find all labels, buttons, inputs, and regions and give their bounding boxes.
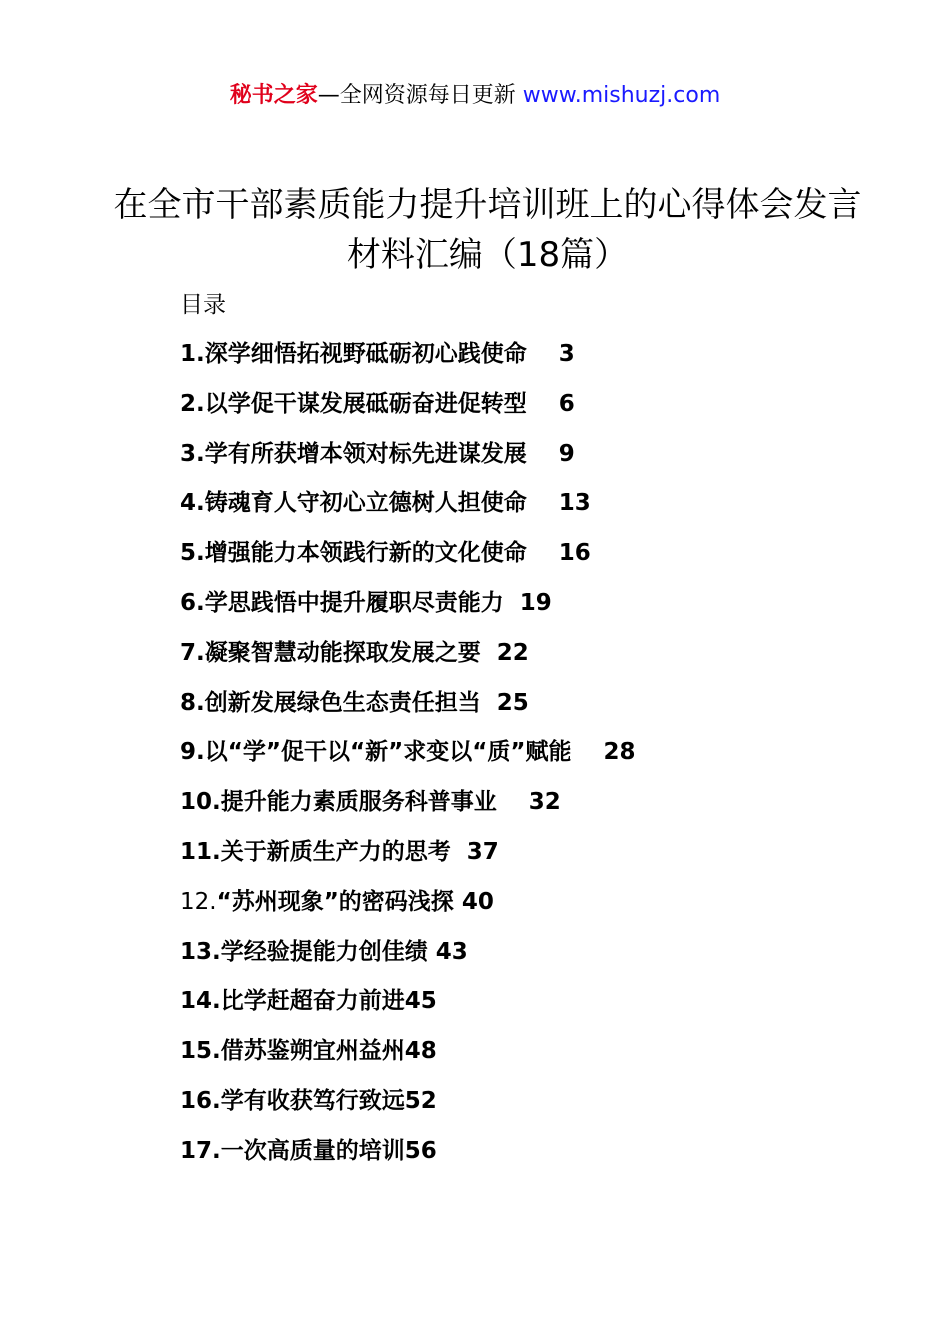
toc-item-number: 3. bbox=[180, 440, 205, 467]
toc-item-number: 4. bbox=[180, 490, 205, 517]
site-header bbox=[0, 80, 950, 112]
toc-item-title: 学思践悟中提升履职尽责能力 bbox=[204, 589, 504, 616]
toc-item-page: 45 bbox=[404, 988, 437, 1015]
toc-item-title: 比学赶超奋力前进 bbox=[220, 988, 405, 1015]
toc-item-title: 学有收获笃行致远 bbox=[220, 1087, 405, 1114]
toc-item[interactable] bbox=[180, 835, 636, 885]
toc-item-title: 凝聚智慧动能探取发展之要 bbox=[204, 639, 481, 666]
toc-item-gap bbox=[527, 540, 559, 566]
toc-item-page: 37 bbox=[466, 838, 499, 865]
toc-item[interactable] bbox=[180, 1134, 636, 1184]
toc-item-gap bbox=[481, 690, 497, 716]
toc-item-gap bbox=[527, 490, 559, 516]
toc-item[interactable] bbox=[180, 1084, 636, 1134]
toc-item-gap bbox=[497, 789, 529, 815]
toc-item-page: 25 bbox=[496, 689, 529, 716]
toc-item-gap bbox=[527, 341, 559, 367]
toc-item-number: 8. bbox=[180, 689, 205, 716]
toc-item-page: 52 bbox=[404, 1087, 437, 1114]
toc-item-number: 5. bbox=[180, 540, 205, 567]
toc-item-title: 以“学”促干以“新”求变以“质”赋能 bbox=[204, 739, 572, 766]
toc-item-number: 17. bbox=[180, 1137, 221, 1164]
toc-item-gap bbox=[527, 441, 559, 467]
toc-item[interactable] bbox=[180, 1034, 636, 1084]
toc-item-number: 14. bbox=[180, 988, 221, 1015]
toc-item-title: 铸魂育人守初心立德树人担使命 bbox=[204, 490, 527, 517]
toc-item-page: 56 bbox=[404, 1137, 437, 1164]
toc-item-gap bbox=[454, 889, 462, 915]
toc-item-gap bbox=[451, 839, 467, 865]
toc-item-title: 关于新质生产力的思考 bbox=[220, 838, 451, 865]
toc-item[interactable] bbox=[180, 735, 636, 785]
toc-item[interactable] bbox=[180, 486, 636, 536]
toc-item[interactable] bbox=[180, 636, 636, 686]
toc-item-title: 深学细悟拓视野砥砺初心践使命 bbox=[204, 341, 527, 367]
toc-item-title: 学经验提能力创佳绩 bbox=[220, 938, 428, 965]
toc-item-number: 13. bbox=[180, 938, 221, 965]
toc-item-gap bbox=[504, 590, 520, 616]
document-title: 在全市干部素质能力提升培训班上的心得体会发言材料汇编（18篇） bbox=[113, 185, 862, 275]
toc-item-title: “苏州现象”的密码浅探 bbox=[216, 888, 454, 915]
toc-item-gap bbox=[571, 739, 603, 765]
toc-item-page: 16 bbox=[558, 540, 591, 567]
toc-item-number: 9. bbox=[180, 739, 205, 766]
toc-item-title: 创新发展绿色生态责任担当 bbox=[204, 689, 481, 716]
toc-heading: 目录 bbox=[180, 292, 226, 318]
toc-item-title: 提升能力素质服务科普事业 bbox=[220, 789, 497, 816]
toc-item-page: 32 bbox=[528, 789, 561, 816]
site-brand: 秘书之家 bbox=[229, 83, 318, 108]
toc-item-title: 借苏鉴朔宜州益州 bbox=[220, 1038, 405, 1065]
toc-item[interactable] bbox=[180, 586, 636, 636]
toc-item-number: 6. bbox=[180, 589, 205, 616]
toc-item-number: 1. bbox=[180, 341, 205, 367]
toc-item-page: 19 bbox=[519, 589, 552, 616]
toc-item-title: 以学促干谋发展砥砺奋进促转型 bbox=[204, 390, 527, 417]
toc-item-title: 增强能力本领践行新的文化使命 bbox=[204, 540, 527, 567]
toc-item-number: 15. bbox=[180, 1038, 221, 1065]
toc-item-gap bbox=[527, 391, 559, 417]
toc-item[interactable] bbox=[180, 387, 636, 437]
toc-item[interactable] bbox=[180, 437, 636, 487]
table-of-contents bbox=[180, 337, 636, 1184]
toc-item-page: 43 bbox=[435, 938, 468, 965]
toc-item-number: 11. bbox=[180, 838, 221, 865]
site-url-link[interactable]: www.mishuzj.com bbox=[522, 83, 721, 108]
toc-item-number: 12. bbox=[180, 888, 217, 915]
toc-item-number: 10. bbox=[180, 789, 221, 816]
toc-item-page: 13 bbox=[558, 490, 591, 517]
toc-item-page: 9 bbox=[558, 440, 575, 467]
toc-item-number: 7. bbox=[180, 639, 205, 666]
toc-item[interactable] bbox=[180, 935, 636, 985]
toc-item-title: 学有所获增本领对标先进谋发展 bbox=[204, 440, 527, 467]
toc-item[interactable] bbox=[180, 785, 636, 835]
toc-item-page: 6 bbox=[558, 390, 575, 417]
toc-item-page: 40 bbox=[461, 888, 494, 915]
toc-item-page: 3 bbox=[558, 341, 575, 367]
toc-item-page: 22 bbox=[496, 639, 529, 666]
toc-item[interactable] bbox=[180, 984, 636, 1034]
site-tagline: —全网资源每日更新 bbox=[317, 83, 516, 108]
toc-item-gap bbox=[428, 939, 436, 965]
toc-item[interactable] bbox=[180, 885, 636, 935]
toc-item-gap bbox=[481, 640, 497, 666]
toc-item[interactable] bbox=[180, 686, 636, 736]
toc-item-page: 28 bbox=[603, 739, 636, 766]
toc-item[interactable] bbox=[180, 536, 636, 586]
toc-item-number: 16. bbox=[180, 1087, 221, 1114]
toc-item-title: 一次高质量的培训 bbox=[220, 1137, 405, 1164]
toc-item[interactable] bbox=[180, 337, 636, 387]
toc-item-number: 2. bbox=[180, 390, 205, 417]
toc-item-page: 48 bbox=[404, 1038, 437, 1065]
